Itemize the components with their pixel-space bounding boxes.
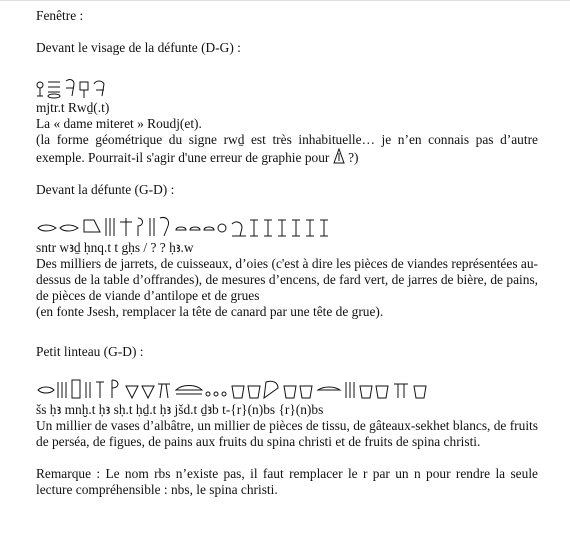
section1-note-part2: ?) <box>348 150 359 165</box>
section2-note: (en fonte Jsesh, remplacer la tête de canard par une tête de grue). <box>36 304 384 319</box>
hieroglyph-line-2 <box>36 214 336 240</box>
section3-heading: Petit linteau (G-D) : <box>36 344 144 359</box>
section2-transliteration: sntr wꜣḏ ḥnq.t t gḥs / ? ? ḥꜣ.w <box>36 240 194 255</box>
section1-note <box>36 132 538 166</box>
section3-translation: Un millier de vases d’albâtre, un millier de pièces de tissu, de gâteaux-sekhet blancs, de fruits de perséa, de figues, de pains aux fruits du spina christi et de fruits de spina christi. <box>36 418 538 449</box>
hieroglyph-line-3 <box>36 376 446 402</box>
section1-transliteration: mjtr.t Rwḏ(.t) <box>36 100 110 115</box>
section1-translation: La « dame miteret » Roudj(et). <box>36 116 202 131</box>
remark-paragraph: Remarque : Le nom rbs n’existe pas, il faut remplacer le r par un n pour rendre la seule lecture compréhensible : nbs, le spina christi. <box>36 466 538 497</box>
section1-heading: Devant le visage de la défunte (D-G) : <box>36 40 241 55</box>
top-divider <box>0 0 570 1</box>
triangle-sign-icon <box>333 148 345 164</box>
section1-note-part1: (la forme géométrique du signe rwḏ est très inhabituelle… je n’en connais pas d’autre exemple. Pourrait-il s'agir d'une erreur de graphie pour <box>36 132 538 165</box>
window-heading: Fenêtre : <box>36 8 84 23</box>
section2-translation: Des milliers de jarrets, de cuisseaux, d’oies (c'est à dire les pièces de viandes représentées au-dessus de la table d’offrandes), de mesures d’encens, de fard vert, de jarres de bière, de pains, de pièces de viande d’antilope et de grues <box>36 256 538 303</box>
document-body <box>36 8 538 498</box>
section2-heading: Devant la défunte (G-D) : <box>36 182 175 197</box>
hieroglyph-line-1 <box>36 76 136 100</box>
section3-transliteration: šs ḥꜣ mnḫ.t ḥꜣ sḥ.t ḥḏ.t ḥꜣ jšd.t ḏꜣb t-{r}(n)bs {r}(n)bs <box>36 402 324 417</box>
